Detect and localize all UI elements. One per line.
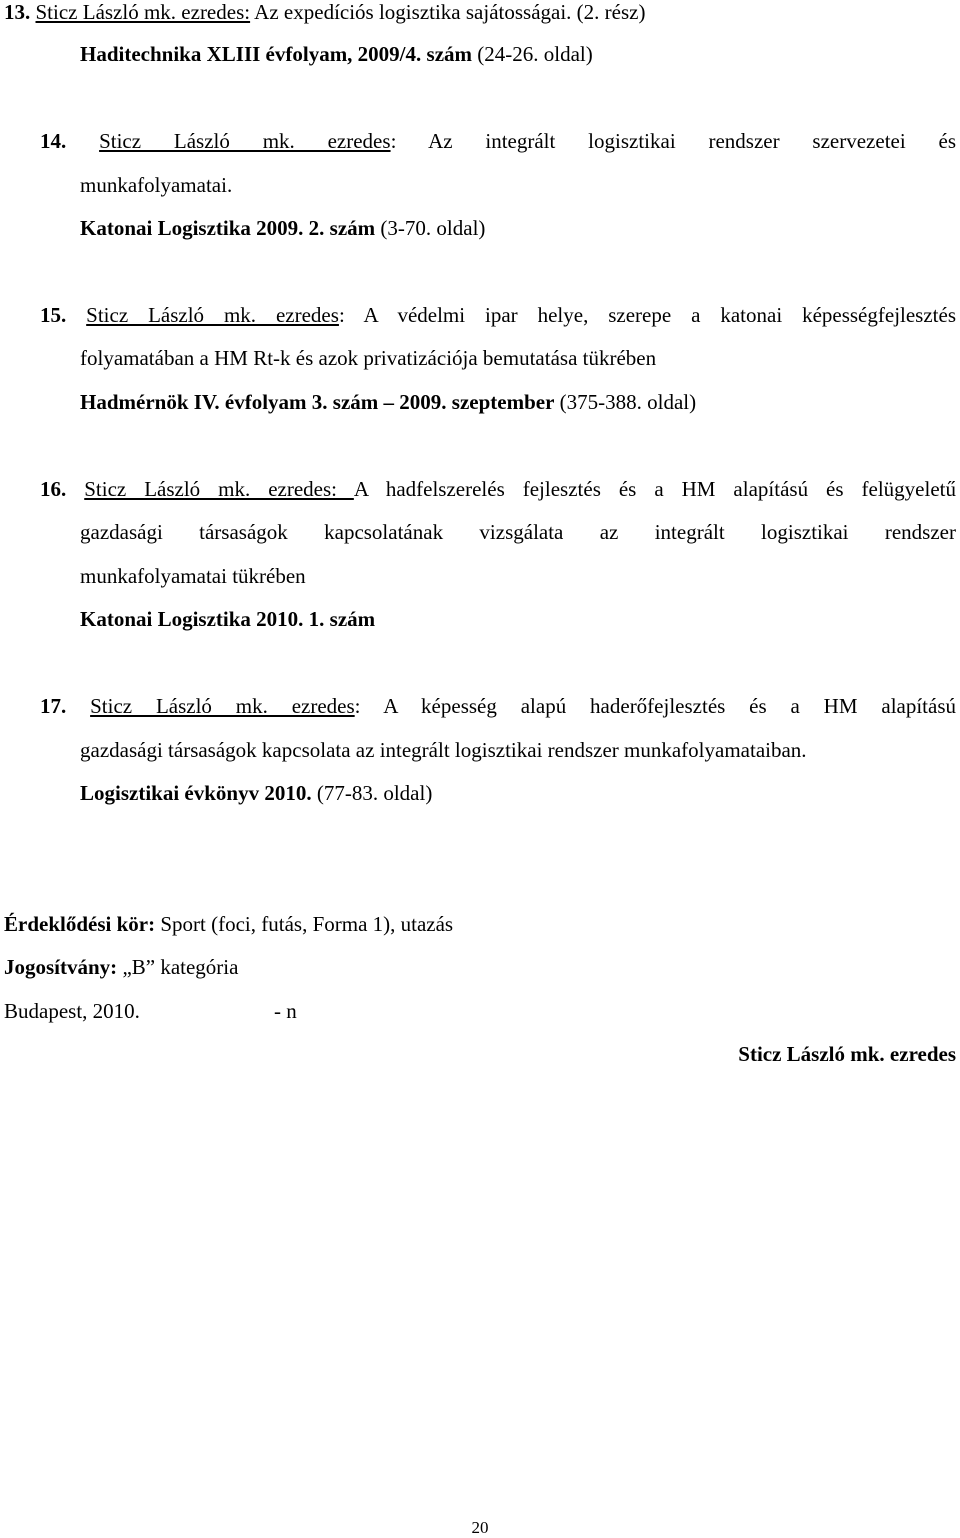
entry-number: 17. <box>40 694 67 718</box>
license-value: „B” kategória <box>117 955 239 979</box>
entry-title: : A védelmi ipar helye, szerepe a katonai képességfejlesztés <box>338 303 957 327</box>
entry-author: Sticz László mk. ezredes <box>86 303 339 327</box>
entry-title: : A képesség alapú haderőfejlesztés és a HM alapítású <box>354 694 957 718</box>
entry-title: A hadfelszerelés fejlesztés és a HM alapítású és felügyeletű <box>353 477 956 501</box>
entry-14-line-2 <box>80 173 232 197</box>
license-label: Jogosítvány: <box>4 955 118 979</box>
entry-author: Sticz László mk. ezredes: <box>35 0 251 24</box>
entry-source-pages: (24-26. oldal) <box>472 42 593 66</box>
entry-number: 15. <box>40 303 67 327</box>
interests-line <box>4 912 453 936</box>
entry-title-cont: gazdasági társaságok kapcsolatának vizsgálata az integrált logisztikai rendszer <box>80 520 956 544</box>
entry-title: : Az integrált logisztikai rendszer szervezetei és <box>390 129 957 153</box>
entry-author: Sticz László mk. ezredes <box>99 129 391 153</box>
interests-label: Érdeklődési kör: <box>4 912 156 936</box>
entry-title-cont: gazdasági társaságok kapcsolata az integrált logisztikai rendszer munkafolyamataiban. <box>80 738 807 762</box>
entry-source-journal: Hadmérnök IV. évfolyam 3. szám – 2009. szeptember <box>80 390 555 414</box>
entry-number: 13. <box>4 0 31 24</box>
entry-number: 14. <box>40 129 67 153</box>
entry-source-pages: (3-70. oldal) <box>375 216 486 240</box>
entry-title-cont: munkafolyamatai. <box>80 173 233 197</box>
entry-source-pages: (77-83. oldal) <box>311 781 433 805</box>
entry-source-journal: Logisztikai évkönyv 2010. <box>80 781 312 805</box>
place-date-suffix-text: - n <box>274 999 297 1023</box>
interests-value: Sport (foci, futás, Forma 1), utazás <box>155 912 454 936</box>
entry-source-journal: Haditechnika XLIII évfolyam, 2009/4. szám <box>80 42 473 66</box>
entry-13-source <box>80 42 593 66</box>
entry-15-line-1 <box>40 303 956 327</box>
entry-author: Sticz László mk. ezredes <box>90 694 355 718</box>
entry-15-source <box>80 390 696 414</box>
place-date-line <box>4 999 140 1023</box>
entry-16-line-2 <box>80 520 956 544</box>
entry-16-line-3 <box>80 564 306 588</box>
entry-17-source <box>80 781 432 805</box>
entry-17-line-1 <box>40 694 956 718</box>
license-line <box>4 955 238 979</box>
place-date-suffix <box>274 999 297 1023</box>
signature: Sticz László mk. ezredes <box>738 1042 956 1066</box>
entry-13-line-1 <box>4 0 645 24</box>
entry-15-line-2 <box>80 346 656 370</box>
entry-title-cont: munkafolyamatai tükrében <box>80 564 306 588</box>
entry-source-journal: Katonai Logisztika 2009. 2. szám <box>80 216 376 240</box>
page-number: 20 <box>471 1518 489 1537</box>
entry-title-cont: folyamatában a HM Rt-k és azok privatizációja bemutatása tükrében <box>80 346 657 370</box>
entry-14-source <box>80 216 485 240</box>
entry-number: 16. <box>40 477 67 501</box>
entry-author: Sticz László mk. ezredes: <box>84 477 354 501</box>
entry-14-line-1 <box>40 129 956 153</box>
entry-16-source <box>80 607 375 631</box>
place-date: Budapest, 2010. <box>4 999 140 1023</box>
entry-title: Az expedíciós logisztika sajátosságai. (2. rész) <box>250 0 646 24</box>
entry-17-line-2 <box>80 738 807 762</box>
entry-source-pages: (375-388. oldal) <box>554 390 697 414</box>
entry-16-line-1 <box>40 477 956 501</box>
entry-source-journal: Katonai Logisztika 2010. 1. szám <box>80 607 376 631</box>
